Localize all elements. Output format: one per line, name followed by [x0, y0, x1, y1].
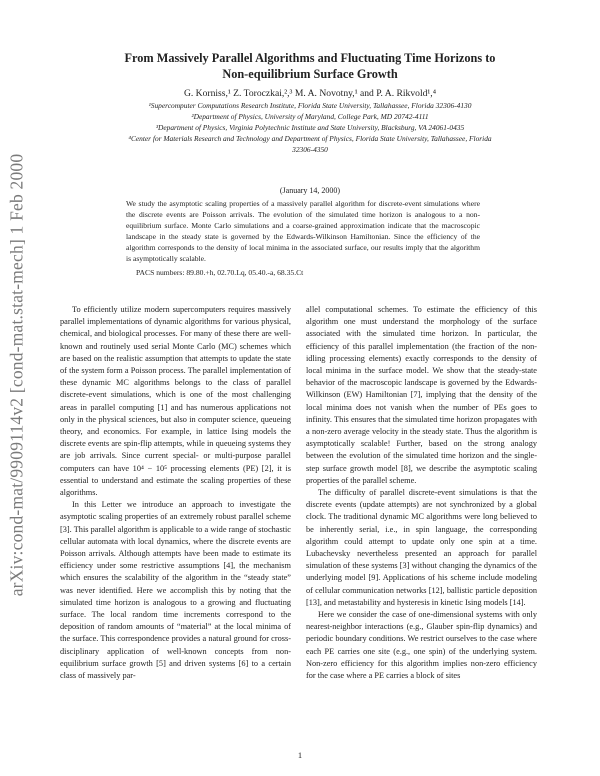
paragraph: The difficulty of parallel discrete-event simulations is that the discrete events (update attempts) are not synchronized by a global clock. The traditional dynamic MC algorithms were long believed to be inherently serial, i.e., in spin language, the corresponding algorithm could attempt to update only one spin at a time. Lubachevsky nevertheless presented an approach for parallel simulation of these systems [3] without changing the dynamics of the underlying model [9]. Applications of his scheme include modeling of cellular communication networks [12], ballistic particle deposition [13], and metastability and hysteresis in kinetic Ising models [14].: [306, 488, 537, 607]
affiliation-4: ⁴Center for Materials Research and Technology and Department of Physics, Florida State University, Tallahassee, Florida: [128, 134, 492, 143]
author-list: G. Korniss,¹ Z. Toroczkai,²,³ M. A. Novotny,¹ and P. A. Rikvold¹,⁴: [183, 88, 437, 99]
paragraph: To efficiently utilize modern supercomputers requires massively parallel implementations of dynamic algorithms for various physical, chemical, and biological processes. For many of these there are well-known and routinely used serial Monte Carlo (MC) schemes which are based on the realistic assumption that attempts to update the state of the system form a Poisson process. The parallel implementation of these dynamic MC algorithms belongs to the class of parallel discrete-event simulations, which is one of the most challenging areas in parallel computing [1] and has numerous applications not only in the physical sciences, but also in computer science, queueing theory, and economics. For example, in lattice Ising models the discrete events are spin-flip attempts, while in queueing systems they are job arrivals. Since current special- or multi-purpose parallel computers can have 10⁴ − 10⁵ processing elements (PE) [2], it is essential to understand and estimate the scaling properties of these algorithms.: [60, 305, 291, 498]
paragraph: In this Letter we introduce an approach to investigate the asymptotic scaling properties of an extremely robust parallel scheme [3]. This parallel algorithm is applicable to a wide range of stochastic cellular automata with local dynamics, where the discrete events are Poisson arrivals. Although attempts have been made to estimate its efficiency under some restrictive assumptions [4], the mechanism which ensures the scalability of the algorithm in the “steady state” was never identified. Here we accomplish this by noting that the simulated time horizon is analogous to a growing and fluctuating surface. The local random time increments correspond to the deposition of random amounts of “material” at the local minima of the surface. This correspondence provides a natural ground for cross-disciplinary application of well-known concepts from non-equilibrium surface growth [5] and driven systems [6] to a certain class of massively par-: [60, 500, 291, 681]
publication-date: (January 14, 2000): [279, 186, 341, 195]
title-line-2: Non-equilibrium Surface Growth: [222, 67, 398, 81]
arxiv-identifier: [2, 153, 32, 597]
paper-title: [60, 50, 560, 82]
title-line-1: From Massively Parallel Algorithms and Fluctuating Time Horizons to: [124, 51, 496, 65]
affiliations: [60, 100, 560, 155]
pacs-numbers: PACS numbers: 89.80.+h, 02.70.Lq, 05.40.-a, 68.35.Ct: [136, 268, 304, 277]
paragraph: allel computational schemes. To estimate the efficiency of this algorithm one must understand the morphology of the surface associated with the simulated time horizon. In particular, the efficiency of this parallel implementation (the fraction of the non-idling processing elements) exactly corresponds to the density of local minima in the surface model. We show that the steady-state behavior of the macroscopic landscape is governed by the Edwards-Wilkinson (EW) Hamiltonian [7], implying that the density of the local minima does not vanish when the number of PEs goes to infinity. This ensures that the simulated time horizon propagates with a non-zero average velocity in the steady state. Thus the algorithm is asymptotically scalable! Further, based on the strong analogy between the evolution of the simulated time horizon and the single-step surface growth model [8], we describe the asymptotic scaling properties of the parallel scheme.: [306, 305, 537, 485]
body-column-left: [60, 304, 291, 682]
affiliation-2: ²Department of Physics, University of Maryland, College Park, MD 20742-4111: [191, 112, 429, 121]
paragraph: Here we consider the case of one-dimensional systems with only nearest-neighbor interactions (e.g., Glauber spin-flip dynamics) and periodic boundary conditions. We restrict ourselves to the case where each PE carries one site (e.g., one spin) of the underlying system. Non-zero efficiency for this algorithm implies non-zero efficiency for the case where a PE carries a block of sites: [306, 610, 537, 681]
body-column-right: [306, 304, 537, 682]
affiliation-1: ¹Supercomputer Computations Research Institute, Florida State University, Tallahassee, Florida 32306-4130: [148, 101, 472, 110]
arxiv-identifier-text: arXiv:cond-mat/9909114v2 [cond-mat.stat-mech] 1 Feb 2000: [6, 153, 27, 597]
affiliation-4-cont: 32306-4350: [292, 145, 328, 154]
affiliation-3: ³Department of Physics, Virginia Polytechnic Institute and State University, Blacksburg, VA 24061-0435: [155, 123, 465, 132]
page-number: 1: [297, 750, 303, 760]
abstract: We study the asymptotic scaling properties of a massively parallel algorithm for discrete-event simulations where the discrete events are Poisson arrivals. The evolution of the simulated time horizon is analogous to a non-equilibrium surface. Monte Carlo simulations and a coarse-grained approximation indicate that the macroscopic landscape in the steady state is governed by the Edwards-Wilkinson Hamiltonian. Since the efficiency of the algorithm corresponds to the density of local minima in the associated surface, our results imply that the algorithm is asymptotically scalable.: [126, 199, 480, 263]
